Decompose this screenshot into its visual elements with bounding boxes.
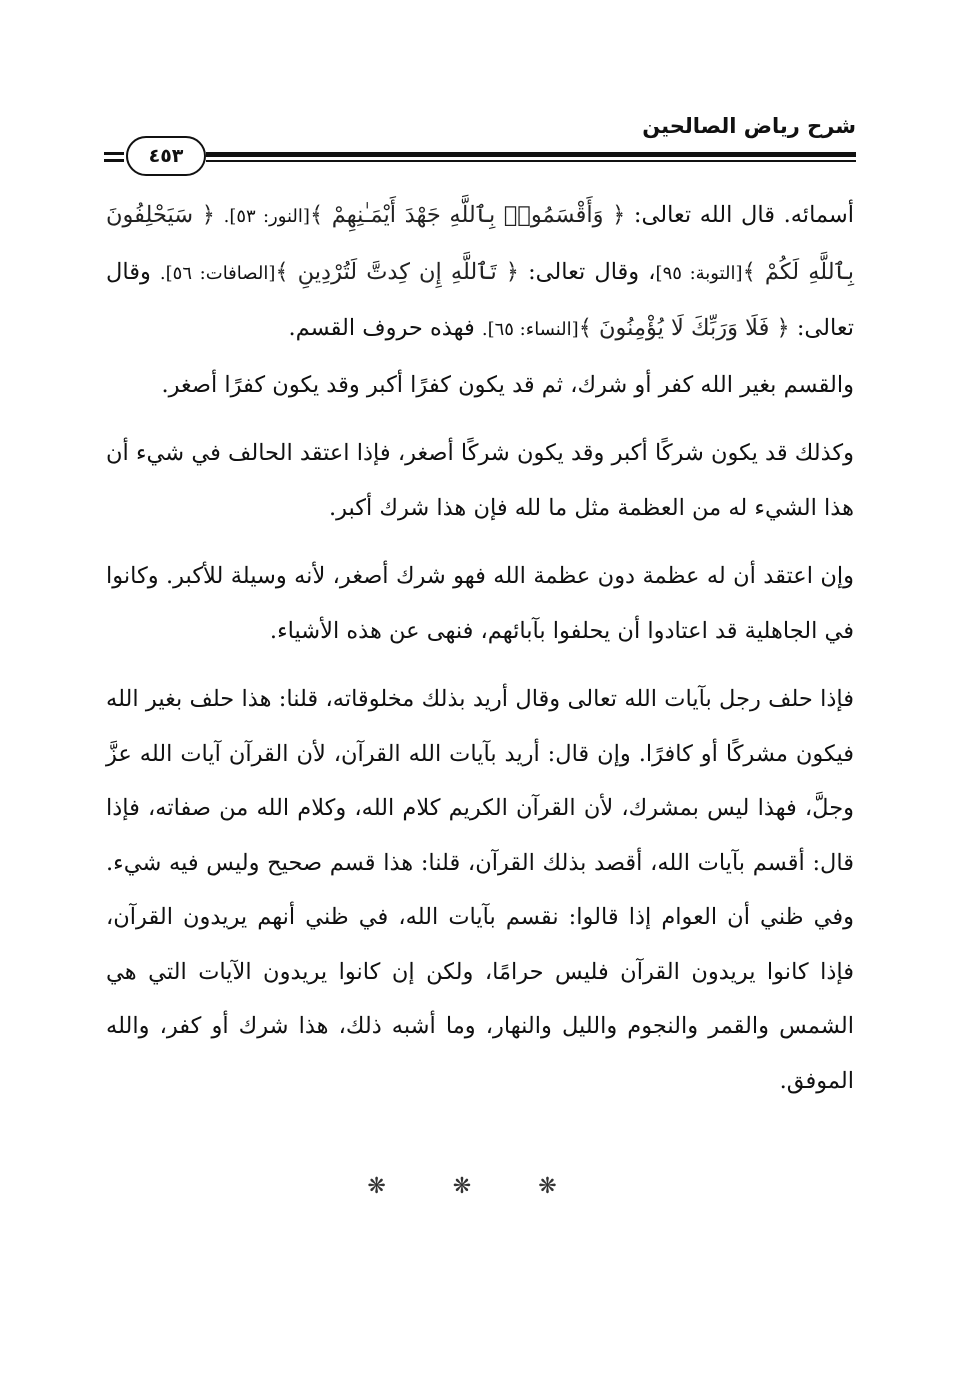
text-segment: أسمائه. قال الله تعالى: [625,202,855,228]
badge-tick-top [104,152,124,155]
quran-verse: ﴿ فَلَا وَرَبِّكَ لَا يُؤْمِنُونَ ﴾ [578,315,790,341]
text-segment: فهذه حروف القسم. [288,315,482,341]
page-number-badge [126,136,206,176]
quran-verse: ﴿ سَيَحْلِفُونَ بِٱللَّهِ لَكُمْ ﴾ [106,202,855,285]
header-rule-thin [206,160,856,162]
verse-reference: [الصافات: ٥٦]. [159,262,276,284]
verse-reference: [النور: ٥٣]. [223,206,310,227]
quran-verse: ﴿ تَٱللَّهِ إِن كِدتَّ لَتُرْدِينِ ﴾ [275,258,519,285]
quran-verse: ﴿ وَأَقْسَمُوا۟ بِٱللَّهِ جَهْدَ أَيْمَـٰنِهِمْ ﴾ [309,202,626,228]
book-title: شرح رياض الصالحين [642,114,856,138]
verse-reference: [التوبة: ٩٥] [655,262,743,284]
text-segment: ، وقال تعالى: [519,258,656,285]
header-rule-thick [206,152,856,157]
page-header [104,108,856,178]
page-number: ٤٥٣ [148,145,184,167]
page-body [106,188,854,1108]
text-segment [215,202,224,228]
paragraph: وكذلك قد يكون شركًا أكبر وقد يكون شركًا أصغر، فإذا اعتقد الحالف في شيء أن هذا الشيء له من العظمة مثل ما لله فإن هذا شرك أكبر. [106,440,854,521]
verse-reference: [النساء: ٦٥]. [481,319,579,340]
section-separator: ❋ ❋ ❋ [367,1174,587,1199]
paragraph: والقسم بغير الله كفر أو شرك، ثم قد يكون كفرًا أكبر وقد يكون كفرًا أصغر. [161,371,854,398]
paragraph: فإذا حلف رجل بآيات الله تعالى وقال أريد بذلك مخلوقاته، قلنا: هذا حلف بغير الله فيكون مشركًا أو كافرًا. وإن قال: أريد بآيات الله القرآن، لأن القرآن آيات الله عزَّ وجلَّ، فهذا ليس بمشرك، لأن القرآن الكريم كلام الله، وكلام الله من صفاته، فإذا قال: أقسم بآيات الله، أقصد بذلك القرآن، قلنا: هذا قسم صحيح وليس فيه شيء. وفي ظني أن العوام إذا قالوا: نقسم بآيات الله، في ظني أنهم يريدون القرآن، فإذا كانوا يريدون القرآن فليس حرامًا، ولكن إن كانوا يريدون الآيات التي هي الشمس والقمر والنجوم والليل والنهار، وما أشبه ذلك، هذا شرك أو كفر، والله الموفق. [106,686,854,1094]
badge-tick-bottom [104,159,124,162]
text-segment: وقال تعالى: [106,258,854,341]
paragraph: وإن اعتقد أن له عظمة دون عظمة الله فهو شرك أصغر، لأنه وسيلة للأكبر. وكانوا في الجاهلية قد اعتادوا أن يحلفوا بآبائهم، فنهى عن هذه الأشياء. [106,563,854,644]
paragraph-oath-letters [106,188,854,358]
